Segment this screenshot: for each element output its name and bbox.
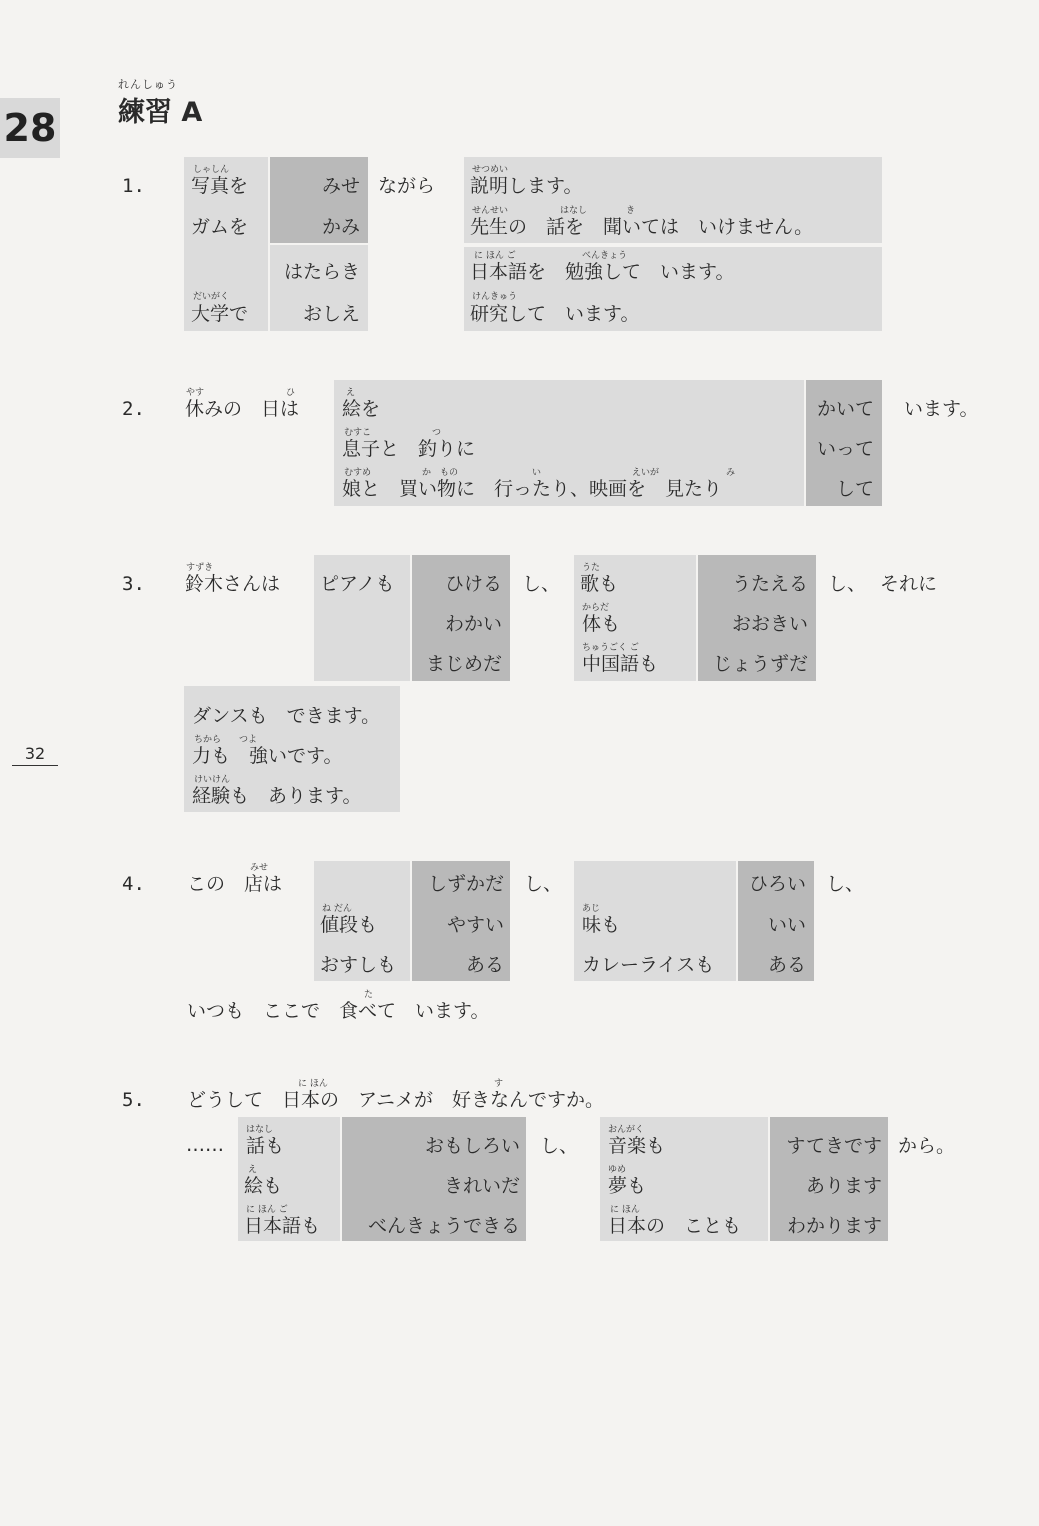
ruby: え: [248, 1165, 258, 1175]
adj: いい: [767, 914, 806, 936]
ruby: せつめい: [472, 165, 509, 175]
phrase: ピアノも: [320, 573, 395, 595]
ruby: けいけん: [194, 775, 231, 785]
ending: います。: [904, 398, 979, 420]
exercise-number: 4.: [122, 873, 145, 895]
verb: すてきです: [786, 1135, 882, 1157]
ruby: か もの: [422, 468, 459, 478]
phrase: 絵も: [244, 1175, 283, 1197]
phrase: 音楽も: [608, 1135, 666, 1157]
adj: ある: [767, 954, 806, 976]
ruby: みせ: [250, 863, 269, 873]
kara-label: から。: [898, 1135, 956, 1157]
adj: ひろい: [748, 873, 806, 895]
ruby: み: [726, 468, 736, 478]
shi-label: し、: [826, 873, 865, 895]
subject: 鈴木さんは: [185, 573, 281, 595]
adj: やすい: [446, 914, 504, 936]
ellipsis: ……: [186, 1134, 224, 1156]
ruby: き: [626, 206, 636, 216]
ruby: むすめ: [344, 468, 372, 478]
phrase: 絵を: [342, 398, 381, 420]
phrase: 説明します。: [470, 175, 583, 197]
phrase: 値段も: [320, 914, 378, 936]
phrase: 中国語も: [582, 653, 659, 675]
ruby: ちゅうごく ご: [582, 643, 639, 653]
ruby: けんきゅう: [472, 292, 518, 302]
phrase: 先生の 話を 聞いては いけません。: [470, 216, 814, 238]
ruby: せんせい: [472, 206, 509, 216]
ruby: はなし: [246, 1125, 274, 1135]
phrase: 日本語も: [244, 1215, 321, 1237]
phrase: 大学で: [191, 303, 249, 325]
verb: いって: [816, 438, 874, 460]
ruby: に ほん: [298, 1079, 328, 1089]
ruby: に ほん ご: [474, 251, 516, 261]
ruby: た: [364, 990, 374, 1000]
ruby: すずき: [186, 563, 214, 573]
ruby: えいが: [632, 468, 660, 478]
phrase: 日本語を 勉強して います。: [470, 261, 735, 283]
adj: しずかだ: [427, 873, 504, 895]
phrase: 歌も: [580, 573, 619, 595]
ruby: す: [494, 1079, 504, 1089]
subject: この 店は: [187, 873, 283, 895]
ruby: ひ: [286, 388, 296, 398]
phrase: 経験も あります。: [192, 785, 362, 807]
ruby: べんきょう: [582, 251, 628, 261]
title-ruby: れんしゅう: [118, 78, 178, 91]
phrase: 話も: [246, 1135, 285, 1157]
phrase: 研究して います。: [470, 303, 640, 325]
phrase: 写真を: [191, 175, 249, 197]
phrase: 日本の ことも: [608, 1215, 742, 1237]
exercise-number: 5.: [122, 1089, 145, 1111]
exercise-number: 3.: [122, 573, 145, 595]
ruby: に ほん ご: [246, 1205, 288, 1215]
subject: 休みの 日は: [185, 398, 300, 420]
page-number: 32: [12, 744, 58, 766]
sentence-end: いつも ここで 食べて います。: [187, 1000, 490, 1022]
ruby: に ほん: [610, 1205, 640, 1215]
ruby: からだ: [582, 603, 610, 613]
verb: はたらき: [283, 261, 360, 283]
ruby: やす: [186, 388, 205, 398]
verb: あります: [805, 1175, 882, 1197]
verb: おしえ: [302, 303, 360, 325]
phrase: 息子と 釣りに: [342, 438, 476, 460]
ruby: あじ: [582, 904, 601, 914]
exercise-number: 2.: [122, 398, 145, 420]
ruby: ね だん: [322, 904, 352, 914]
phrase: 夢も: [608, 1175, 647, 1197]
phrase: ガムを: [191, 216, 249, 238]
verb: かいて: [816, 398, 874, 420]
verb: かみ: [321, 216, 360, 238]
phrase: 力も 強いです。: [192, 745, 343, 767]
page-title: 練習 A: [118, 97, 203, 128]
verb: みせ: [321, 175, 360, 197]
phrase: おすしも: [320, 954, 397, 976]
question: どうして 日本の アニメが 好きなんですか。: [187, 1089, 605, 1111]
ruby: い: [532, 468, 542, 478]
phrase: 味も: [582, 914, 621, 936]
ruby: ゆめ: [608, 1165, 627, 1175]
adj: まじめだ: [425, 653, 502, 675]
adj: わかい: [444, 613, 502, 635]
exercise-number: 1.: [122, 175, 145, 197]
ruby: ちから つよ: [194, 735, 258, 745]
adj: べんきょうできる: [367, 1215, 520, 1237]
shi-label: し、: [524, 873, 563, 895]
ruby: つ: [432, 428, 442, 438]
shi-label: し、: [540, 1135, 579, 1157]
phrase: 体も: [582, 613, 621, 635]
adj: きれいだ: [443, 1175, 520, 1197]
ruby: むすこ: [344, 428, 372, 438]
shi-label: し、: [522, 573, 561, 595]
adj: じょうずだ: [712, 653, 808, 675]
phrase: 娘と 買い物に 行ったり、映画を 見たり: [342, 478, 723, 500]
ruby: うた: [582, 563, 601, 573]
chapter-number: 28: [0, 98, 60, 158]
adj: おもしろい: [424, 1135, 520, 1157]
nagara-label: ながら: [378, 175, 436, 197]
phrase: ダンスも できます。: [192, 705, 381, 727]
ruby: え: [346, 388, 356, 398]
phrase: カレーライスも: [582, 954, 715, 976]
ruby: はなし: [560, 206, 588, 216]
ruby: おんがく: [608, 1125, 645, 1135]
adj: おおきい: [731, 613, 808, 635]
adj: ある: [465, 954, 504, 976]
shi-label: し、: [828, 573, 867, 595]
verb: わかります: [786, 1215, 882, 1237]
adj: ひける: [444, 573, 502, 595]
adj: うたえる: [731, 573, 808, 595]
soreni-label: それに: [880, 573, 938, 595]
ruby: しゃしん: [193, 165, 230, 175]
ruby: だいがく: [193, 292, 230, 302]
verb: して: [835, 478, 874, 500]
